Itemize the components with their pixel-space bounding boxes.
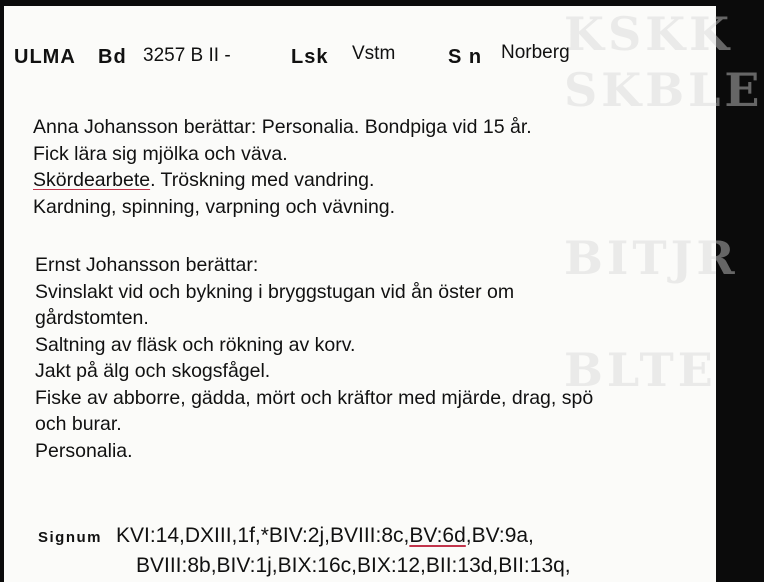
text-line: Ernst Johansson berättar: [35, 254, 259, 276]
signum-line-1 [38, 524, 534, 548]
text-line [33, 167, 532, 194]
text-line: gårdstomten. [35, 307, 149, 329]
lsk-value: Vstm [352, 43, 396, 64]
header-bd-value [143, 44, 231, 67]
signum-codes: KVI:14,DXIII,1f,*BIV:2j,BVIII:8c, [116, 524, 410, 547]
section-ernst [35, 252, 593, 464]
underlined-word: Skördearbete [33, 169, 151, 191]
header-sn [448, 46, 482, 69]
text-fragment: . Tröskning med vandring. [150, 169, 375, 191]
text-line: och burar. [35, 413, 122, 435]
section-anna [33, 114, 532, 220]
header-lsk [291, 46, 328, 69]
text-line: Personalia. [35, 439, 133, 462]
text-line: Kardning, spinning, varpning och vävning. [33, 195, 396, 218]
text-line: Fick lära sig mjölka och väva. [33, 142, 288, 165]
lsk-label: Lsk [291, 46, 329, 68]
signum-underlined-code: BV:6d [409, 524, 466, 547]
bd-value: 3257 B II - [143, 45, 231, 66]
signum-line-2 [136, 554, 571, 578]
signum-codes: BVIII:8b,BIV:1j,BIX:16c,BIX:12,BII:13d,BII:13q, [136, 554, 571, 577]
sn-value: Norberg [501, 42, 570, 63]
text-line: Saltning av fläsk och rökning av korv. [35, 333, 356, 356]
header-sn-value [501, 41, 570, 64]
signum-codes: ,BV:9a, [465, 524, 534, 547]
text-line: Fiske av abborre, gädda, mört och kräftor med mjärde, drag, spö [35, 386, 594, 409]
index-card [4, 6, 764, 582]
header-archive [14, 46, 76, 69]
header-lsk-value [352, 42, 395, 65]
text-line: Jakt på älg och skogsfågel. [35, 360, 271, 382]
archive-label: ULMA [14, 46, 76, 68]
signum-label: Signum [38, 529, 102, 546]
show-through-text: KSKK SKBLE BITJR BLTE [564, 7, 764, 397]
text-line: Anna Johansson berättar: Personalia. Bondpiga vid 15 år. [33, 116, 532, 138]
header-bd [98, 46, 127, 69]
text-line: Svinslakt vid och bykning i bryggstugan vid ån öster om [35, 280, 515, 303]
bd-label: Bd [98, 46, 127, 68]
sn-label: S n [448, 46, 483, 68]
